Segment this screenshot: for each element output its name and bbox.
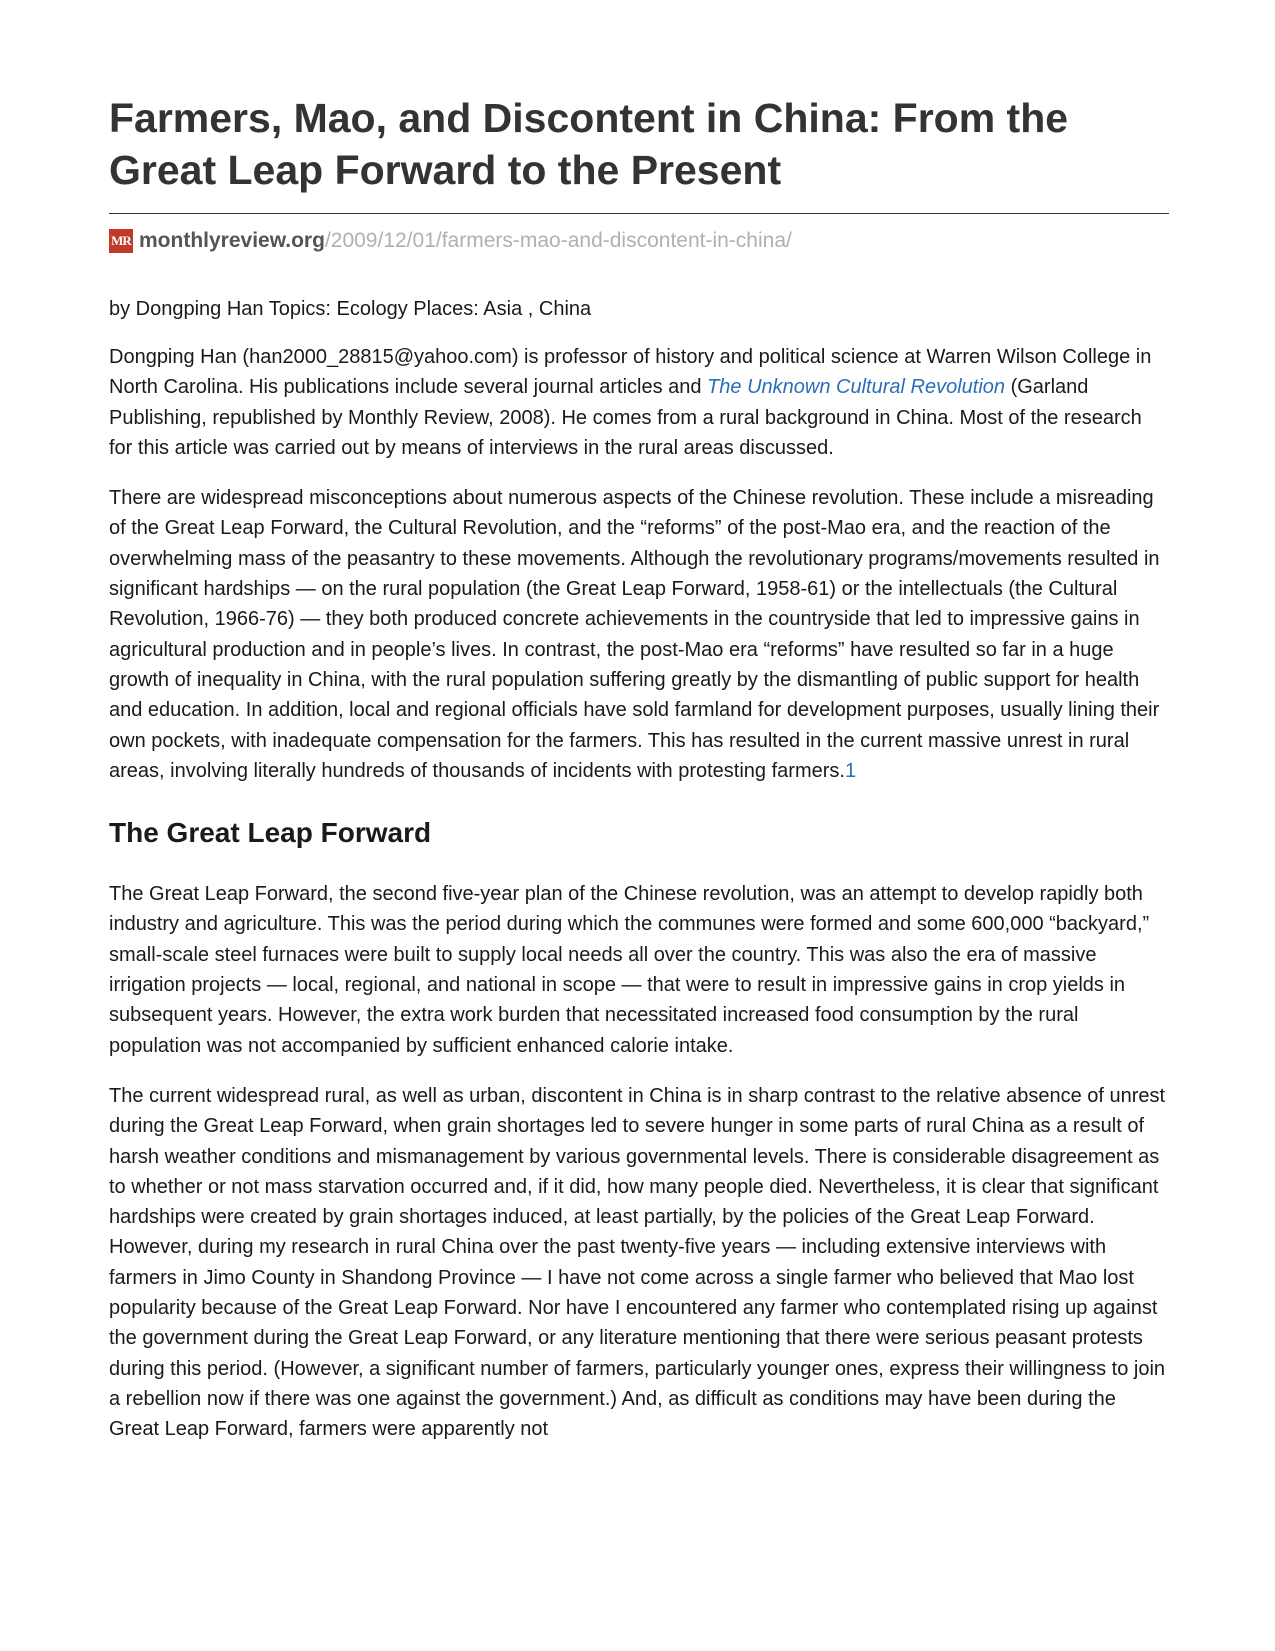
monthly-review-logo-icon [109, 229, 133, 253]
title-divider [109, 213, 1169, 214]
book-link[interactable]: The Unknown Cultural Revolution [707, 376, 1006, 399]
author-bio-text-1: Dongping Han (han2000_28815@yahoo.com) is professor of history and political science at Warren Wilson College in North Carolina. His publications include several journal articles and [109, 346, 1152, 399]
section-heading: The Great Leap Forward [109, 817, 432, 849]
section-paragraph-2: The current widespread rural, as well as urban, discontent in China is in sharp contrast to the relative absence of unrest during the Great Leap Forward, when grain shortages led to severe hunger in some parts of rural China as a result of harsh weather conditions and mismanagement by various governmental levels. There is considerable disagreement as to whether or not mass starvation occurred and, if it did, how many people died. Nevertheless, it is clear that significant hardships were created by grain shortages induced, at least partially, by the policies of the Great Leap Forward. However, during my research in rural China over the past twenty-five years — including extensive interviews with farmers in Jimo County in Shandong Province — I have not come across a single farmer who believed that Mao lost popularity because of the Great Leap Forward. Nor have I encountered any farmer who contemplated rising up against the government during the Great Leap Forward, or any literature mentioning that there were serious peasant protests during this period. (However, a significant number of farmers, particularly younger ones, express their willingness to join a rebellion now if there was one against the government.) And, as difficult as conditions may have been during the Great Leap Forward, farmers were apparently not [109, 1084, 1166, 1441]
footnote-link[interactable]: 1 [844, 759, 857, 782]
author-bio [109, 342, 1169, 463]
source-path[interactable]: /2009/12/01/farmers-mao-and-discontent-in-china/ [324, 229, 792, 252]
section-paragraph-1: The Great Leap Forward, the second five-year plan of the Chinese revolution, was an attempt to develop rapidly both industry and agriculture. This was the period during which the communes were formed and some 600,000 “backyard,” small-scale steel furnaces were built to supply local needs all over the country. This was also the era of massive irrigation projects — local, regional, and national in scope — that were to result in impressive gains in crop yields in subsequent years. However, the extra work burden that necessitated increased food consumption by the rural population was not accompanied by sufficient enhanced calorie intake. [109, 883, 1150, 1057]
source-domain[interactable]: monthlyreview.org [139, 229, 325, 252]
logo-text: MR [111, 233, 131, 248]
author-bio-text-2: (Garland Publishing, republished by Monthly Review, 2008). He comes from a rural background in China. Most of the research for this article was carried out by means of interviews in the rural areas discussed. [109, 376, 1142, 459]
article [109, 92, 1169, 1445]
source-line[interactable] [109, 226, 1169, 256]
byline: by Dongping Han Topics: Ecology Places: Asia , China [109, 298, 592, 320]
article-title: Farmers, Mao, and Discontent in China: From the Great Leap Forward to the Present [109, 95, 1069, 193]
intro-paragraph [109, 483, 1169, 786]
intro-text: There are widespread misconceptions about numerous aspects of the Chinese revolution. These include a misreading of the Great Leap Forward, the Cultural Revolution, and the “reforms” of the post-Mao era, and the reaction of the overwhelming mass of the peasantry to these movements. Although the revolutionary programs/movements resulted in significant hardships — on the rural population (the Great Leap Forward, 1958-61) or the intellectuals (the Cultural Revolution, 1966-76) — they both produced concrete achievements in the countryside that led to impressive gains in agricultural production and in people’s lives. In contrast, the post-Mao era “reforms” have resulted so far in a huge growth of inequality in China, with the rural population suffering greatly by the dismantling of public support for health and education. In addition, local and regional officials have sold farmland for development purposes, usually lining their own pockets, with inadequate compensation for the farmers. This has resulted in the current massive unrest in rural areas, involving literally hundreds of thousands of incidents with protesting farmers. [109, 487, 1160, 782]
